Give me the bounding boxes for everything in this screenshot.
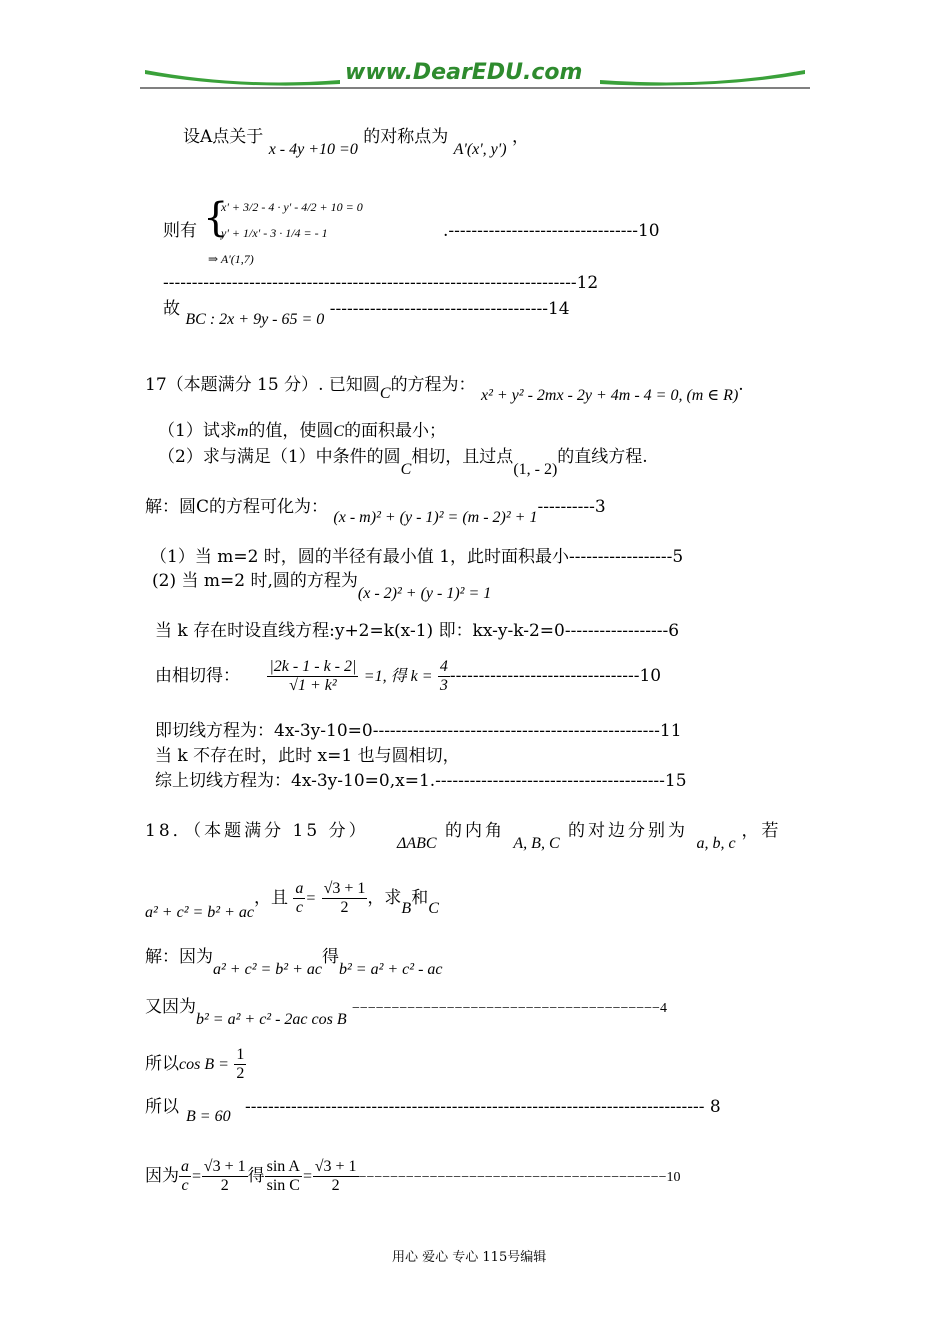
math-derived: b² = a² + c² - ac [338, 961, 443, 978]
math-bc-line: BC : 2x + 9y - 65 = 0 [185, 311, 325, 328]
left-brace: { [203, 195, 229, 241]
math-circle-eq: x² + y² - 2mx - 2y + 4m - 4 = 0, (m ∈ R) [480, 387, 739, 404]
text: 的直线方程. [557, 447, 648, 467]
text: 所以 [145, 1054, 179, 1074]
fraction-denominator: 2 [331, 1177, 340, 1194]
text: 又因为 [145, 997, 196, 1017]
q17-title-line [145, 374, 744, 404]
math-cosb: cos B = [179, 1056, 229, 1073]
text: 故 [163, 299, 180, 319]
fraction-numerator: √3 + 1 [203, 1158, 246, 1175]
text: --------------------------------------14 [329, 299, 570, 319]
math-c: C [379, 385, 391, 402]
math-circle-m2: (x - 2)² + (y - 1)² = 1 [357, 585, 492, 602]
text: 解：因为 [145, 947, 213, 967]
math-condition: a² + c² = b² + ac [145, 904, 254, 921]
q18-sol4-eq: B = 60 [186, 1108, 231, 1125]
text: 得 [247, 1166, 265, 1186]
fraction-denominator: 2 [236, 1065, 245, 1082]
q17-sol1 [145, 496, 606, 526]
text: 的值，使圆 [248, 421, 334, 441]
fraction-numerator: √3 + 1 [323, 880, 366, 897]
fraction-numerator: √3 + 1 [314, 1158, 357, 1175]
math-point: (1, - 2) [513, 461, 558, 478]
system-eq-1: x' + 3/2 - 4 · y' - 4/2 + 10 = 0 [221, 200, 363, 214]
q18-title-line [145, 820, 782, 852]
block1-line2-label: 则有 [163, 221, 197, 241]
fraction-denominator: √1 + k² [289, 677, 337, 694]
math-equals: = [305, 890, 317, 907]
text: 的面积最小； [344, 421, 447, 441]
math-equals: = [301, 1168, 313, 1185]
q17-sol7: 当 k 不存在时，此时 x=1 也与圆相切， [155, 746, 460, 766]
text: −−−−−−−−−−−−−−−−−−−−−−−−−−−−−−−−−−−−−−−4 [352, 1001, 667, 1016]
system-eq-2: y' + 1/x' - 3 · 1/4 = - 1 [221, 226, 328, 240]
fraction-numerator: sin A [266, 1158, 300, 1175]
math-m: m [236, 423, 249, 440]
math-standard-form: (x - m)² + (y - 1)² = (m - 2)² + 1 [333, 509, 538, 526]
sine-ratio-fraction [265, 1158, 302, 1195]
math-sides: a, b, c [696, 835, 736, 852]
math-c: C [428, 900, 439, 917]
fraction-numerator: |2k - 1 - k - 2| [269, 658, 357, 675]
math-c: C [333, 423, 345, 440]
sqrt3-fraction [322, 880, 368, 917]
fraction-denominator: 2 [340, 899, 349, 916]
q17-sol4: 当 k 存在时设直线方程:y+2=k(x-1) 即：kx-y-k-2=0------------------6 [155, 621, 680, 641]
math-b: B [401, 900, 412, 917]
math-triangle: ΔABC [396, 835, 437, 852]
sqrt3-fraction [202, 1158, 248, 1195]
q17-sol8: 综上切线方程为：4x-3y-10=0,x=1.----------------------------------------15 [155, 771, 687, 791]
q17-sol3 [152, 570, 492, 602]
system-eq-3: ⇒ A'(1,7) [208, 252, 254, 266]
q17-sol5 [155, 658, 661, 695]
text: 所以 [145, 1097, 179, 1117]
text: ，若 [741, 821, 782, 841]
fraction-numerator: a [181, 1158, 189, 1175]
fraction-denominator: c [295, 899, 303, 916]
sqrt3-fraction-2 [313, 1158, 359, 1195]
text: 设A点关于 [183, 127, 264, 147]
math-equals: = [191, 1168, 202, 1185]
q17-part1 [158, 420, 446, 443]
text: 和 [411, 888, 429, 908]
q18-sol2 [145, 996, 667, 1028]
text: 18．（本题满分 15 分） [145, 821, 369, 841]
text: 17（本题满分 15 分）. 已知圆 [145, 375, 380, 395]
text: 因为 [145, 1166, 179, 1186]
fraction-numerator: 1 [236, 1046, 245, 1063]
q17-sol6: 即切线方程为：4x-3y-10=0--------------------------------------------------11 [155, 721, 682, 741]
k-value-fraction [438, 658, 450, 695]
text: 的对称点为 [363, 127, 449, 147]
text: 相切，且过点 [411, 447, 514, 467]
math-symmetric-point: A'(x', y') [453, 141, 507, 158]
fraction-denominator: 3 [439, 677, 448, 694]
text: ----------3 [537, 497, 606, 517]
q18-sol1 [145, 946, 443, 978]
math-c: C [400, 461, 412, 478]
q18-line2 [145, 880, 439, 921]
text: 由相切得： [155, 666, 240, 686]
fraction-denominator: sin C [266, 1177, 300, 1194]
header-logo-text: www.DearEDU.com [345, 60, 583, 85]
text: -------------------------------------------------------------------------------- 8 [245, 1097, 721, 1117]
text: (2) 当 m=2 时,圆的方程为 [152, 571, 358, 591]
q18-sol3 [145, 1046, 246, 1083]
q17-part2 [158, 446, 648, 478]
block1-line2-dash: .---------------------------------10 [443, 221, 660, 241]
a-over-c-fraction [293, 880, 305, 917]
text: （2）求与满足（1）中条件的圆 [158, 447, 401, 467]
page-header [140, 60, 810, 92]
math-result: =1, 得 k = [363, 668, 433, 685]
text: −−−−−−−−−−−−−−−−−−−−−−−−−−−−−−−−−−−−−−−10 [358, 1170, 681, 1185]
q17-sol2: （1）当 m=2 时，圆的半径有最小值 1，此时面积最小------------------5 [150, 547, 684, 567]
math-law-of-cosines: b² = a² + c² - 2ac cos B [196, 1011, 347, 1028]
math-line-eq: x - 4y +10 =0 [268, 141, 358, 158]
block1-line1 [183, 126, 529, 158]
block1-line4 [163, 298, 570, 328]
fraction-denominator: c [181, 1177, 189, 1194]
a-over-c-fraction [179, 1158, 191, 1195]
text: 解：圆C的方程可化为： [145, 497, 329, 517]
text: 的方程为： [390, 375, 476, 395]
math-angles: A, B, C [513, 835, 560, 852]
block1-line3: ------------------------------------------------------------------------12 [163, 273, 599, 293]
text: ，求 [367, 888, 402, 908]
q18-sol5 [145, 1158, 681, 1195]
page-footer: 用心 爱心 专心 115号编辑 [392, 1250, 547, 1265]
fraction-numerator: a [295, 880, 304, 897]
math-given: a² + c² = b² + ac [213, 961, 322, 978]
text: 得 [321, 947, 339, 967]
fraction-numerator: 4 [439, 658, 448, 675]
text: ，且 [253, 888, 288, 908]
text: ---------------------------------10 [449, 666, 662, 686]
text: ， [511, 127, 529, 147]
tangent-distance-fraction [267, 658, 358, 695]
text: （1）试求 [158, 421, 237, 441]
half-fraction [234, 1046, 246, 1083]
text: . [738, 375, 744, 395]
text: 的内角 [445, 821, 505, 841]
text: 的对边分别为 [568, 821, 689, 841]
fraction-denominator: 2 [220, 1177, 229, 1194]
